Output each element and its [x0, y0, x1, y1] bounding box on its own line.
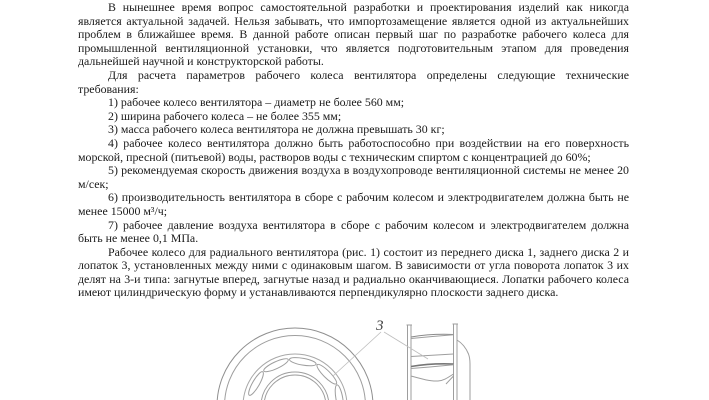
document-text-block [78, 1, 629, 300]
requirement-item: 2) ширина рабочего колеса – не более 355 мм; [108, 108, 342, 123]
requirement-item: 4) рабочее колесо вентилятора должно быть работоспособно при воздействии на его поверхность морской, пресной (питьевой) воды, растворов воды с техническим спиртом с концентрацией до 60%; [78, 135, 629, 164]
figure-callout-label: 3 [376, 318, 384, 334]
requirement-item: 6) производительность вентилятора в сборе с рабочим колесом и электродвигателем должна быть не менее 15000 м³/ч; [78, 190, 629, 218]
paragraph-impeller: Рабочее колесо для радиального вентилятора (рис. 1) состоит из переднего диска 1, заднего диска 2 и лопаток 3, установленных между ними с одинаковым шагом. В зависимости от угла поворота лопаток 3 их делят на 3-и типа: загнутые вперед, загнутые назад и радиально оканчивающиеся. Лопатки рабочего колеса имеют цилиндрическую форму и устанавливаются перпендикулярно плоскости заднего диска. [78, 244, 629, 300]
impeller-figure-svg [160, 310, 480, 400]
impeller-side-view [407, 324, 471, 400]
paragraph-requirements-lead: Для расчета параметров рабочего колеса вентилятора определены следующие технические требования: [78, 67, 629, 96]
impeller-front-view [217, 328, 373, 400]
figure-impeller-drawing [160, 310, 480, 400]
requirement-item: 1) рабочее колесо вентилятора – диаметр не более 560 мм; [108, 95, 405, 110]
requirements-list [78, 96, 629, 246]
requirement-item: 3) масса рабочего колеса вентилятора не должна превышать 30 кг; [108, 122, 445, 137]
paragraph-intro: В нынешнее время вопрос самостоятельной разработки и проектирования изделий как никогда является актуальной задачей. Нельзя забывать, что импортозамещение является одной из актуальнейших проблем в ближайшее время. В данной работе описан первый шаг по разработке рабочего колеса для промышленной вентиляционной установки, что является подготовительным этапом для проведения дальнейшей научной и конструкторской работы. [78, 0, 629, 69]
requirement-item: 7) рабочее давление воздуха вентилятора в сборе с рабочим колесом и электродвигателем должна быть не менее 0,1 МПа. [78, 217, 629, 246]
requirement-item: 5) рекомендуемая скорость движения воздуха в воздухопроводе вентиляционной системы не менее 20 м/сек; [78, 163, 629, 191]
impeller-blades [246, 356, 345, 400]
